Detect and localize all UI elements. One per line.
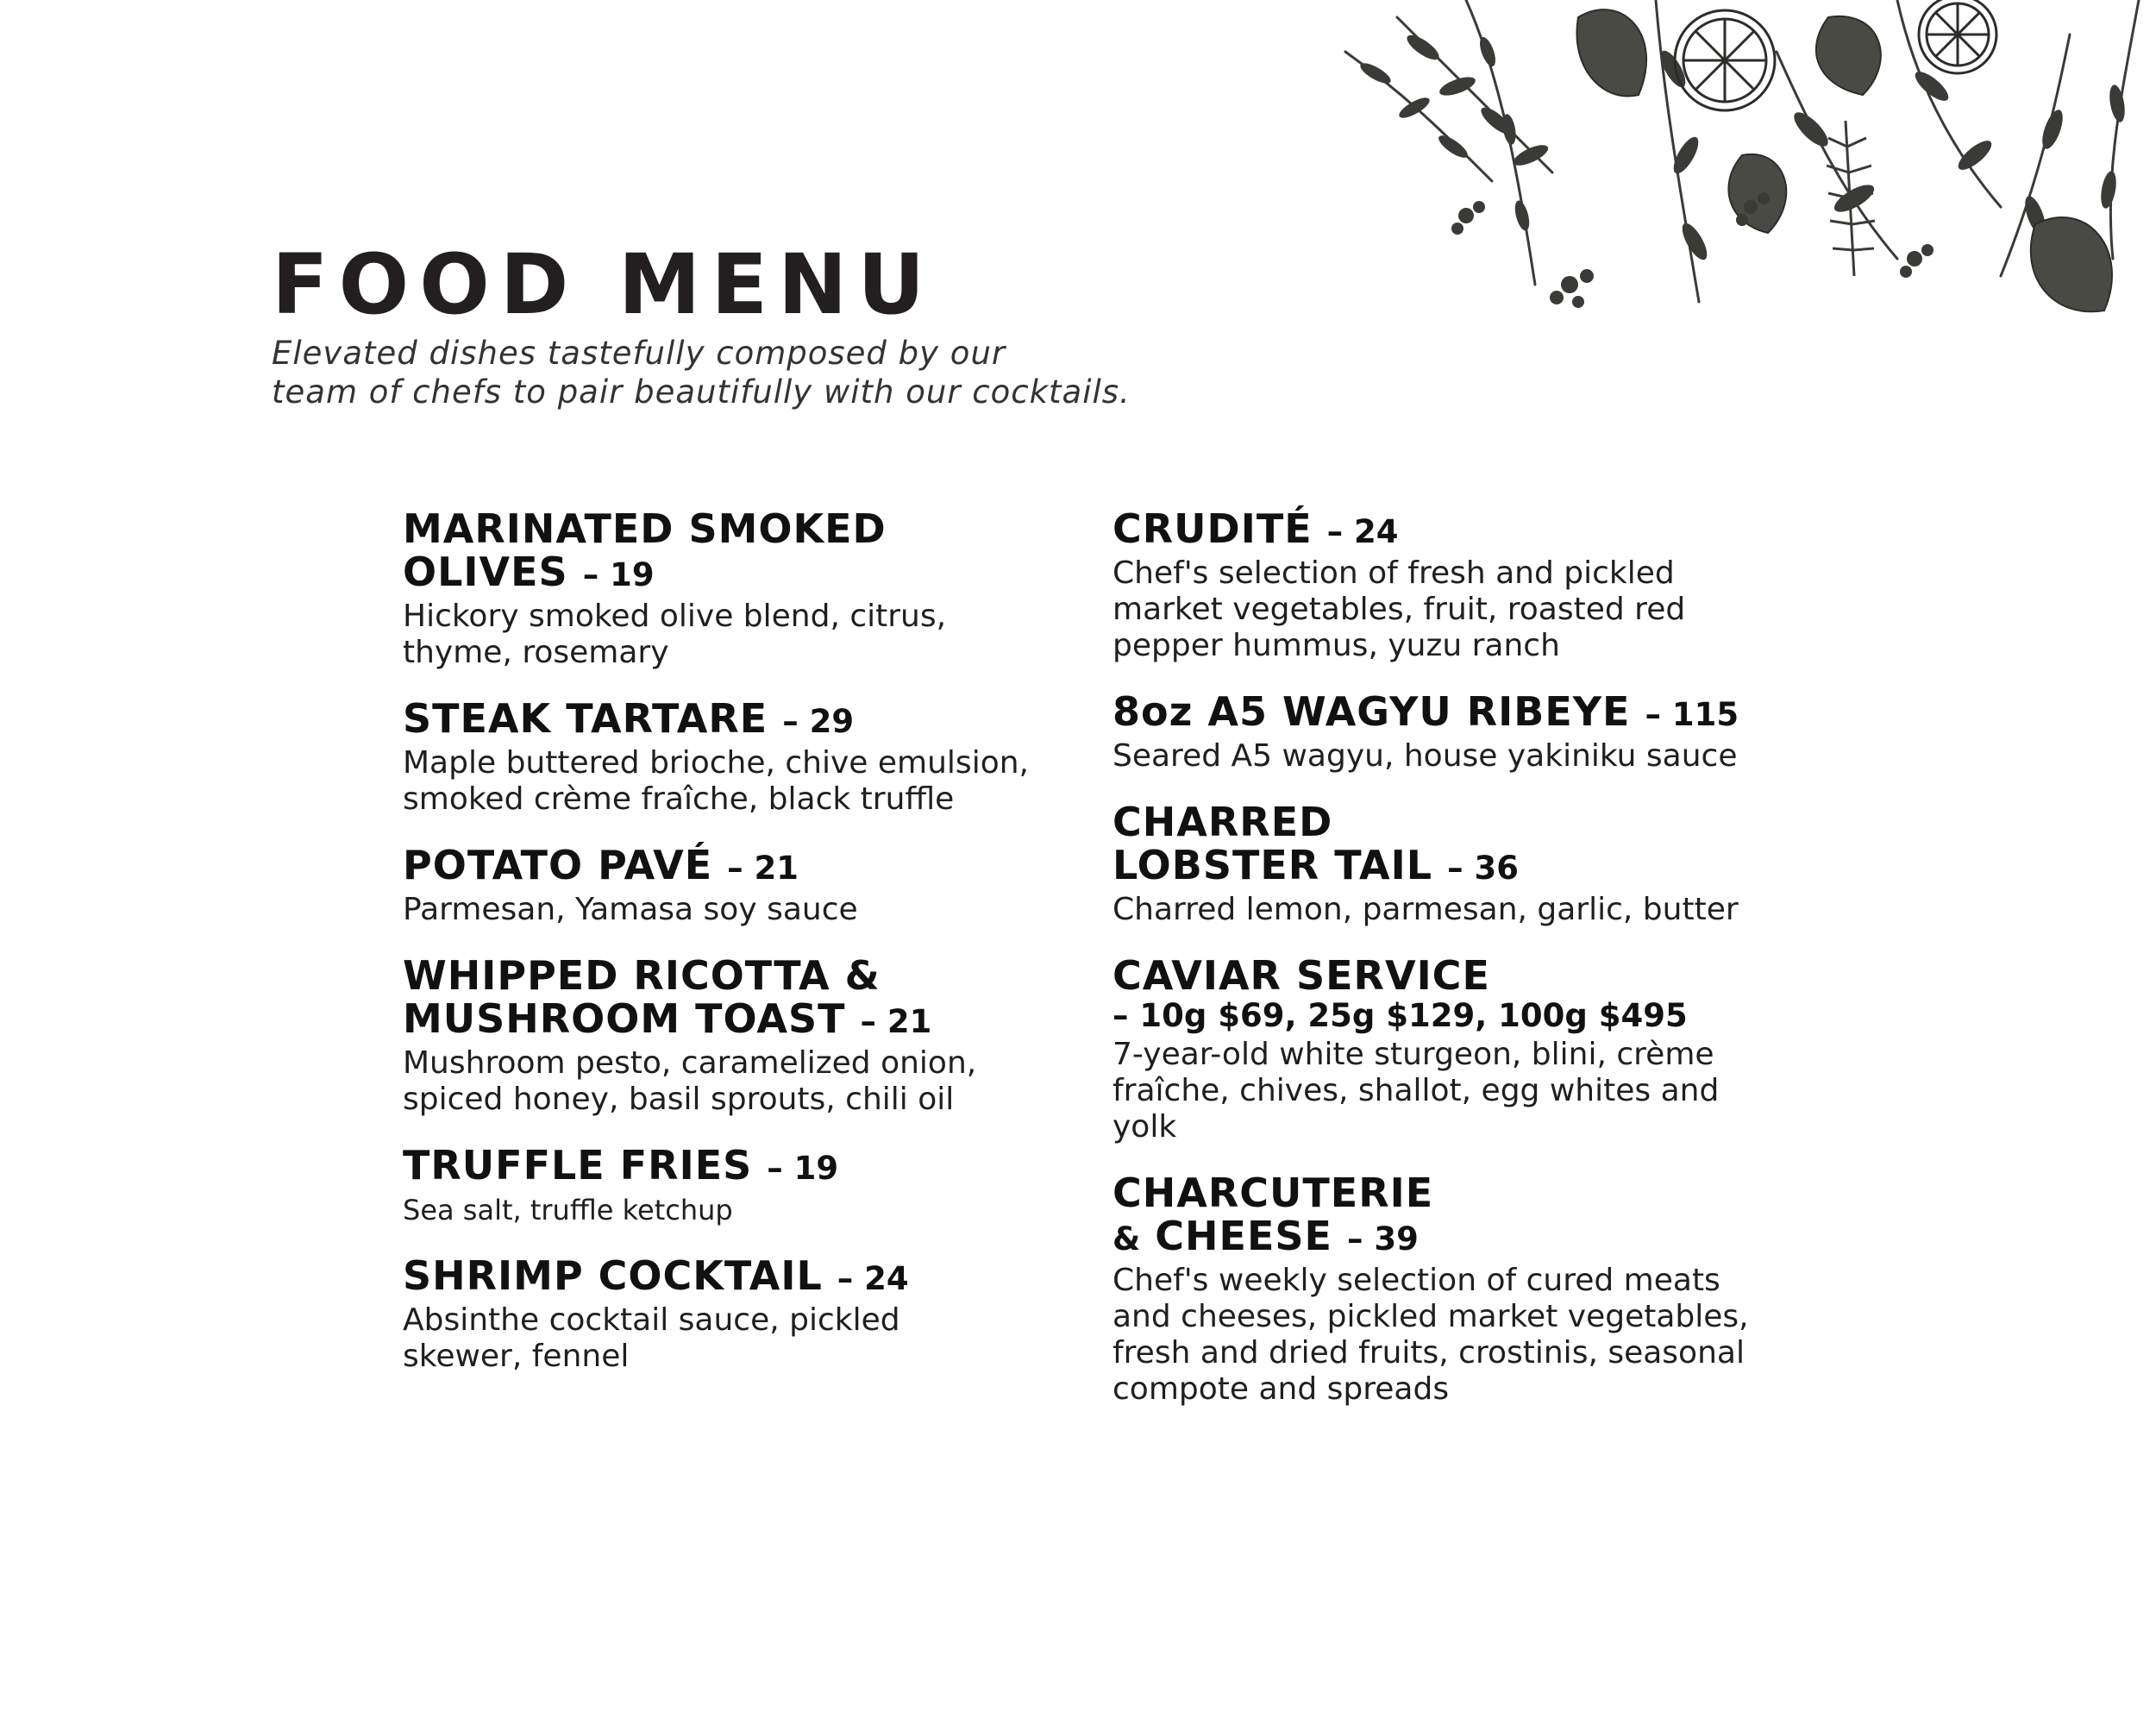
menu-header <box>272 237 1393 411</box>
item-description: Sea salt, truffle ketchup <box>403 1194 733 1226</box>
item-name-text: TRUFFLE FRIES <box>403 1142 753 1189</box>
item-desc-line: Chef's weekly selection of cured meats <box>1112 1263 1720 1298</box>
item-price: – 19 <box>582 556 655 593</box>
item-desc-line: Chef's selection of fresh and pickled <box>1112 555 1675 591</box>
item-price: – 21 <box>860 1003 932 1040</box>
item-desc-line: pepper hummus, yuzu ranch <box>1112 628 1560 663</box>
item-desc-line: fresh and dried fruits, crostinis, seasonal <box>1112 1335 1745 1371</box>
item-name-text: 8oz A5 WAGYU RIBEYE <box>1112 688 1631 735</box>
menu-item-steak-tartare <box>403 697 1067 818</box>
item-price: – 39 <box>1346 1220 1419 1258</box>
item-name-line <box>403 550 1067 597</box>
menu-item-truffle-fries <box>403 1144 1067 1228</box>
menu-item-caviar-service <box>1112 954 1828 1145</box>
item-description <box>1112 1263 1828 1408</box>
item-name-text: MUSHROOM TOAST <box>403 995 846 1042</box>
item-name-text: CHEESE <box>1155 1213 1332 1259</box>
item-description <box>403 599 1067 671</box>
item-name <box>403 507 1067 597</box>
item-name-text: SHRIMP COCKTAIL <box>403 1252 823 1299</box>
item-name-line: MARINATED SMOKED <box>403 505 887 552</box>
item-price: – 36 <box>1447 850 1519 887</box>
item-description <box>403 1302 1067 1375</box>
item-name-text: STEAK TARTARE <box>403 695 768 742</box>
item-desc-line: 7-year-old white sturgeon, blini, crème <box>1112 1037 1714 1072</box>
menu-column-right <box>1112 507 1828 1433</box>
botanical-illustration-icon <box>1294 0 2156 328</box>
item-name <box>403 1254 1067 1301</box>
item-desc-line: market vegetables, fruit, roasted red <box>1112 592 1686 627</box>
item-name <box>1112 507 1828 554</box>
menu-item-wagyu-ribeye <box>1112 690 1828 775</box>
item-name-line <box>1112 844 1828 890</box>
item-desc-line: and cheeses, pickled market vegetables, <box>1112 1299 1749 1334</box>
item-description: Charred lemon, parmesan, garlic, butter <box>1112 892 1739 927</box>
item-price: – 115 <box>1645 696 1739 733</box>
item-name <box>403 1144 1067 1190</box>
item-desc-line: smoked crème fraîche, black truffle <box>403 781 955 817</box>
menu-item-charred-lobster-tail <box>1112 800 1828 928</box>
item-name <box>403 844 1067 890</box>
item-description: Parmesan, Yamasa soy sauce <box>403 892 858 927</box>
item-description <box>403 745 1067 818</box>
item-price: – 29 <box>782 703 855 740</box>
item-desc-line: skewer, fennel <box>403 1339 630 1374</box>
item-name <box>1112 1171 1828 1261</box>
item-description: Seared A5 wagyu, house yakiniku sauce <box>1112 738 1738 774</box>
item-description <box>1112 555 1828 664</box>
item-name-line: CHARCUTERIE <box>1112 1170 1434 1216</box>
menu-item-charcuterie-cheese <box>1112 1171 1828 1408</box>
item-name-text: CRUDITÉ <box>1112 505 1313 552</box>
menu-column-left <box>403 507 1067 1401</box>
menu-item-crudite <box>1112 507 1828 664</box>
item-desc-line: Maple buttered brioche, chive emulsion, <box>403 745 1029 781</box>
item-name: CAVIAR SERVICE <box>1112 952 1490 999</box>
item-name-text: OLIVES <box>403 549 568 595</box>
menu-item-marinated-smoked-olives <box>403 507 1067 671</box>
item-name <box>403 697 1067 743</box>
item-name-text: POTATO PAVÉ <box>403 842 713 888</box>
item-price: – 21 <box>727 850 799 887</box>
item-desc-line: Absinthe cocktail sauce, pickled <box>403 1302 900 1338</box>
menu-item-whipped-ricotta-mushroom-toast <box>403 954 1067 1118</box>
subtitle-line: team of chefs to pair beautifully with our cocktails. <box>272 373 1131 411</box>
item-desc-line: compote and spreads <box>1112 1371 1450 1407</box>
item-desc-line: thyme, rosemary <box>403 635 669 670</box>
item-name <box>1112 800 1828 890</box>
menu-subtitle <box>272 334 1393 411</box>
item-name-line <box>1112 1214 1828 1261</box>
menu-item-potato-pave <box>403 844 1067 928</box>
item-name-line <box>403 997 1067 1044</box>
item-description <box>403 1045 1067 1118</box>
page-title: FOOD MENU <box>272 236 936 333</box>
item-name-ampersand: & <box>1112 1220 1141 1258</box>
item-description <box>1112 1037 1828 1145</box>
menu-item-shrimp-cocktail <box>403 1254 1067 1375</box>
item-price: – 10g $69, 25g $129, 100g $495 <box>1112 997 1688 1034</box>
item-desc-line: fraîche, chives, shallot, egg whites and <box>1112 1073 1720 1108</box>
item-desc-line: spiced honey, basil sprouts, chili oil <box>403 1082 955 1117</box>
item-desc-line: Hickory smoked olive blend, citrus, <box>403 599 947 634</box>
item-name-line: WHIPPED RICOTTA & <box>403 952 881 999</box>
item-name <box>403 954 1067 1044</box>
item-name-text: LOBSTER TAIL <box>1112 842 1433 888</box>
item-desc-line: Mushroom pesto, caramelized onion, <box>403 1045 977 1081</box>
subtitle-line: Elevated dishes tastefully composed by our <box>272 335 1006 372</box>
item-name-line: CHARRED <box>1112 799 1333 845</box>
item-price: – 24 <box>1326 513 1399 550</box>
item-name <box>1112 690 1828 737</box>
item-price: – 19 <box>767 1150 839 1187</box>
item-desc-line: yolk <box>1112 1109 1177 1145</box>
item-price: – 24 <box>837 1260 909 1297</box>
